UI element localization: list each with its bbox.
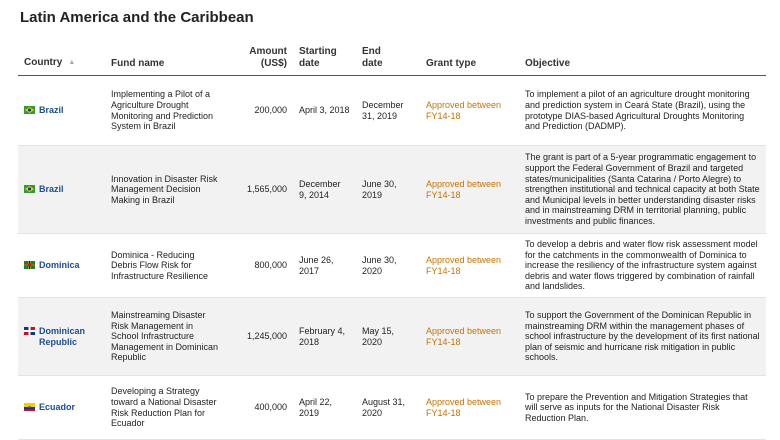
grant-type-cell: Approved between FY14-18 [420, 298, 519, 376]
objective-cell: The grant is part of a 5-year programmatic engagement to support the Federal Government of Brazil and targeted states/municipalities (Santa Catarina / Porto Alegre) to strengthen institutional and technical capacity at both State and Municipal levels in better understanding disaster risks and in mainstreaming DRM in territorial planning, public investments and public finances. [519, 146, 766, 234]
objective-cell: To implement a pilot of an agriculture drought monitoring and prediction system in Ceará State (Brazil), using the prototype DIAS-based Agricultural Droughts Monitoring and Prediction (DADMP). [519, 76, 766, 146]
grants-table [18, 44, 766, 440]
column-header-type: Grant type [420, 44, 519, 76]
column-header-objective: Objective [519, 44, 766, 76]
table-header-row [18, 44, 766, 76]
amount-cell: 400,000 [228, 376, 293, 440]
dominica-flag-icon [24, 261, 35, 269]
end-date-cell: August 31, 2020 [356, 376, 420, 440]
fund-name-cell: Implementing a Pilot of a Agriculture Drought Monitoring and Prediction System in Brazil [105, 76, 228, 146]
ecuador-flag-icon [24, 403, 35, 411]
column-header-end [356, 44, 420, 76]
column-header-start-label: Starting date [299, 46, 337, 69]
country-link[interactable] [24, 105, 64, 116]
table-row [18, 298, 766, 376]
country-name: Dominica [39, 259, 80, 270]
amount-cell: 1,245,000 [228, 298, 293, 376]
dominican-republic-flag-icon [24, 327, 35, 335]
start-date-cell: December 9, 2014 [293, 146, 356, 234]
column-header-amount [228, 44, 293, 76]
country-link[interactable] [24, 260, 80, 271]
fund-name-cell: Innovation in Disaster Risk Management Decision Making in Brazil [105, 146, 228, 234]
grant-type-cell: Approved between FY14-18 [420, 376, 519, 440]
amount-cell: 800,000 [228, 234, 293, 298]
column-header-amount-label: Amount (US$) [249, 46, 287, 69]
amount-cell: 1,565,000 [228, 146, 293, 234]
table-row [18, 234, 766, 298]
end-date-cell: June 30, 2019 [356, 146, 420, 234]
end-date-cell: May 15, 2020 [356, 298, 420, 376]
country-cell [18, 298, 105, 376]
country-name: Ecuador [39, 401, 76, 412]
country-name: Brazil [39, 183, 64, 194]
grant-type-cell: Approved between FY14-18 [420, 76, 519, 146]
objective-cell: To develop a debris and water flow risk assessment model for the catchments in the commonwealth of Dominica to increase the resiliency of the infrastructure system against debris and water flows triggered by combination of rainfall and landslides. [519, 234, 766, 298]
table-row [18, 376, 766, 440]
fund-name-cell: Dominica - Reducing Debris Flow Risk for Infrastructure Resilience [105, 234, 228, 298]
region-title: Latin America and the Caribbean [20, 9, 254, 26]
start-date-cell: June 26, 2017 [293, 234, 356, 298]
country-cell [18, 234, 105, 298]
brazil-flag-icon [24, 106, 35, 114]
objective-cell: To support the Government of the Dominican Republic in mainstreaming DRM within the management phases of school infrastructure by the development of its first national plan of seismic and hurricane risk mitigation in public schools. [519, 298, 766, 376]
fund-name-cell: Developing a Strategy toward a National Disaster Risk Reduction Plan for Ecuador [105, 376, 228, 440]
column-header-end-label: End date [362, 46, 383, 69]
country-link[interactable] [24, 402, 75, 413]
objective-cell: To prepare the Prevention and Mitigation Strategies that will serve as inputs for the National Disaster Risk Reduction Plan. [519, 376, 766, 440]
column-header-fund: Fund name [105, 44, 228, 76]
grant-type-cell: Approved between FY14-18 [420, 146, 519, 234]
table-row [18, 76, 766, 146]
fund-name-cell: Mainstreaming Disaster Risk Management in School Infrastructure Management in Dominican Republic [105, 298, 228, 376]
end-date-cell: June 30, 2020 [356, 234, 420, 298]
start-date-cell: April 22, 2019 [293, 376, 356, 440]
column-header-country-label: Country [24, 57, 63, 68]
country-name: Brazil [39, 104, 64, 115]
brazil-flag-icon [24, 185, 35, 193]
start-date-cell: April 3, 2018 [293, 76, 356, 146]
triangle-up-icon[interactable]: ▲ [68, 59, 76, 66]
country-name: Dominican Republic [39, 325, 86, 347]
country-cell [18, 376, 105, 440]
country-link[interactable] [24, 184, 64, 195]
column-header-start [293, 44, 356, 76]
end-date-cell: December 31, 2019 [356, 76, 420, 146]
start-date-cell: February 4, 2018 [293, 298, 356, 376]
country-link[interactable] [24, 326, 105, 347]
table-row [18, 146, 766, 234]
country-cell [18, 146, 105, 234]
column-header-country[interactable] [18, 44, 105, 76]
grant-type-cell: Approved between FY14-18 [420, 234, 519, 298]
country-cell [18, 76, 105, 146]
amount-cell: 200,000 [228, 76, 293, 146]
